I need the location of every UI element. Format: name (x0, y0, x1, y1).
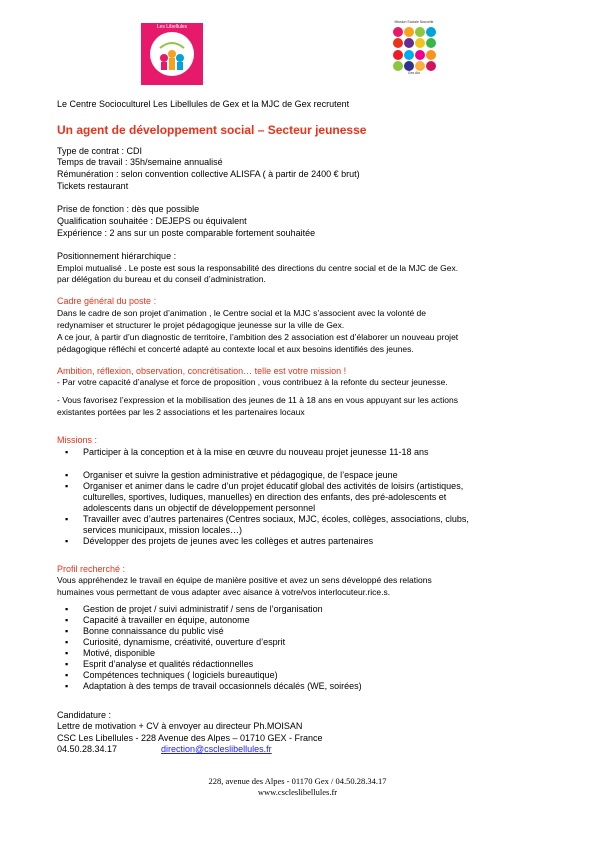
candidature-email-link[interactable]: direction@cscleslibellules.fr (161, 744, 272, 754)
hierarchy-heading: Positionnement hiérarchique : (57, 251, 177, 261)
cadre-line: redynamiser et structurer le projet pédagogique jeunesse sur la ville de Gex. (57, 320, 345, 330)
profil-item: ▪ Compétences techniques ( logiciels bureautique) (57, 670, 362, 681)
experience: Expérience : 2 ans sur un poste comparable fortement souhaitée (57, 228, 316, 238)
logo-dot (415, 61, 425, 71)
mission-item: ▪ Travailler avec d’autres partenaires (Centres sociaux, MJC, écoles, collèges, associations, clubs, (57, 514, 469, 525)
profil-item: ▪ Motivé, disponible (57, 648, 362, 659)
logo-dot (426, 50, 436, 60)
profil-item: ▪ Bonne connaissance du public visé (57, 626, 362, 637)
profil-item: ▪ Esprit d’analyse et qualités rédactionnelles (57, 659, 362, 670)
ambition-line: - Vous favorisez l’expression et la mobilisation des jeunes de 11 à 18 ans en vous appuyant sur les actions (57, 395, 458, 405)
partner-caption: Mission Sociale Nouvelle (394, 20, 434, 24)
cadre-line: A ce jour, à partir d’un diagnostic de territoire, l’ambition des 2 association est d’élaborer un nouveau projet (57, 332, 459, 342)
logo-dot (404, 61, 414, 71)
logo-dot (415, 27, 425, 37)
logo-dot (426, 61, 436, 71)
cadre-heading: Cadre général du poste : (57, 296, 157, 306)
mission-item-continued: services municipaux, mission locales…) (83, 525, 243, 535)
mission-item: ▪ Organiser et animer dans le cadre d’un projet éducatif global des activités de loisirs (artistiques, (57, 481, 469, 492)
logo-dot (426, 38, 436, 48)
candidature-line: Lettre de motivation + CV à envoyer au directeur Ph.MOISAN (57, 721, 303, 731)
logo-label: Les Libellules (156, 24, 188, 30)
partner-logo (381, 20, 447, 80)
candidature-heading: Candidature : (57, 710, 112, 720)
profil-line: Vous appréhendez le travail en équipe de manière positive et avez un sens développé des relations (57, 575, 432, 585)
cadre-line: pédagogique réfléchi et concerté adapté au contexte local et aux besoins identifiés des jeunes. (57, 344, 414, 354)
profil-item: ▪ Capacité à travailler en équipe, autonome (57, 615, 362, 626)
profil-line: humaines vous permettant de vous adapter avec aisance à votre/vos interlocuteur.rice.s. (57, 587, 391, 597)
partner-logo-dots (393, 27, 437, 71)
logo-dot (426, 27, 436, 37)
hierarchy-line: par délégation du bureau et du conseil d’administration. (57, 274, 266, 284)
profil-heading: Profil recherché : (57, 564, 126, 574)
logo-dot (393, 27, 403, 37)
mission-item-continued: culturelles, sportives, ludiques, manuelles) en direction des enfants, des pré-adolescents et (83, 492, 447, 502)
ambition-line: existantes portées par les 2 associations et les partenaires locaux (57, 407, 305, 417)
logo-dot (404, 50, 414, 60)
logo-dot (393, 38, 403, 48)
job-title: Un agent de développement social – Secteur jeunesse (57, 123, 367, 137)
logo-dot (393, 50, 403, 60)
profil-item: ▪ Adaptation à des temps de travail occasionnels décalés (WE, soirées) (57, 681, 362, 692)
logo-dot (415, 38, 425, 48)
missions-first-list (57, 447, 429, 458)
cadre-line: Dans le cadre de son projet d’animation , le Centre social et la MJC s’associent avec la volonté de (57, 308, 426, 318)
missions-list (57, 470, 469, 547)
contract-type: Type de contrat : CDI (57, 146, 143, 156)
candidature-phone: 04.50.28.34.17 (57, 744, 118, 754)
logo-dot (404, 38, 414, 48)
partner-subcaption: Gex Ain (407, 71, 421, 75)
mission-item: ▪ Développer des projets de jeunes avec les collèges et autres partenaires (57, 536, 469, 547)
logo-emblem (150, 32, 194, 76)
work-time: Temps de travail : 35h/semaine annualisé (57, 157, 223, 167)
logo-dot (393, 61, 403, 71)
profil-item: ▪ Gestion de projet / suivi administratif / sens de l’organisation (57, 604, 362, 615)
hierarchy-line: Emploi mutualisé . Le poste est sous la responsabilité des directions du centre social et de la MJC de Gex. (57, 263, 459, 273)
logo-dot (415, 50, 425, 60)
profil-list (57, 604, 362, 692)
footer-website: www.cscleslibellules.fr (257, 787, 338, 797)
start-date: Prise de fonction : dès que possible (57, 204, 200, 214)
ambition-line: - Par votre capacité d’analyse et force de proposition , vous contribuez à la refonte du secteur jeunesse. (57, 377, 448, 387)
mission-item: ▪ Participer à la conception et à la mise en œuvre du nouveau projet jeunesse 11-18 ans (57, 447, 429, 458)
footer-address: 228, avenue des Alpes - 01170 Gex / 04.50.28.34.17 (208, 776, 387, 786)
ambition-heading: Ambition, réflexion, observation, concrétisation… telle est votre mission ! (57, 366, 347, 376)
logo-dot (404, 27, 414, 37)
meal-tickets: Tickets restaurant (57, 181, 129, 191)
qualification: Qualification souhaitée : DEJEPS ou équivalent (57, 216, 247, 226)
candidature-address: CSC Les Libellules - 228 Avenue des Alpes – 01710 GEX - France (57, 733, 323, 743)
intro-text: Le Centre Socioculturel Les Libellules de Gex et la MJC de Gex recrutent (57, 99, 350, 109)
salary: Rémunération : selon convention collective ALISFA ( à partir de 2400 € brut) (57, 169, 360, 179)
mission-item-continued: adolescents dans un objectif de développement personnel (83, 503, 316, 513)
libellules-logo (141, 23, 203, 85)
mission-item: ▪ Organiser et suivre la gestion administrative et pédagogique, de l’espace jeune (57, 470, 469, 481)
profil-item: ▪ Curiosité, dynamisme, créativité, ouverture d’esprit (57, 637, 362, 648)
missions-heading: Missions : (57, 435, 98, 445)
